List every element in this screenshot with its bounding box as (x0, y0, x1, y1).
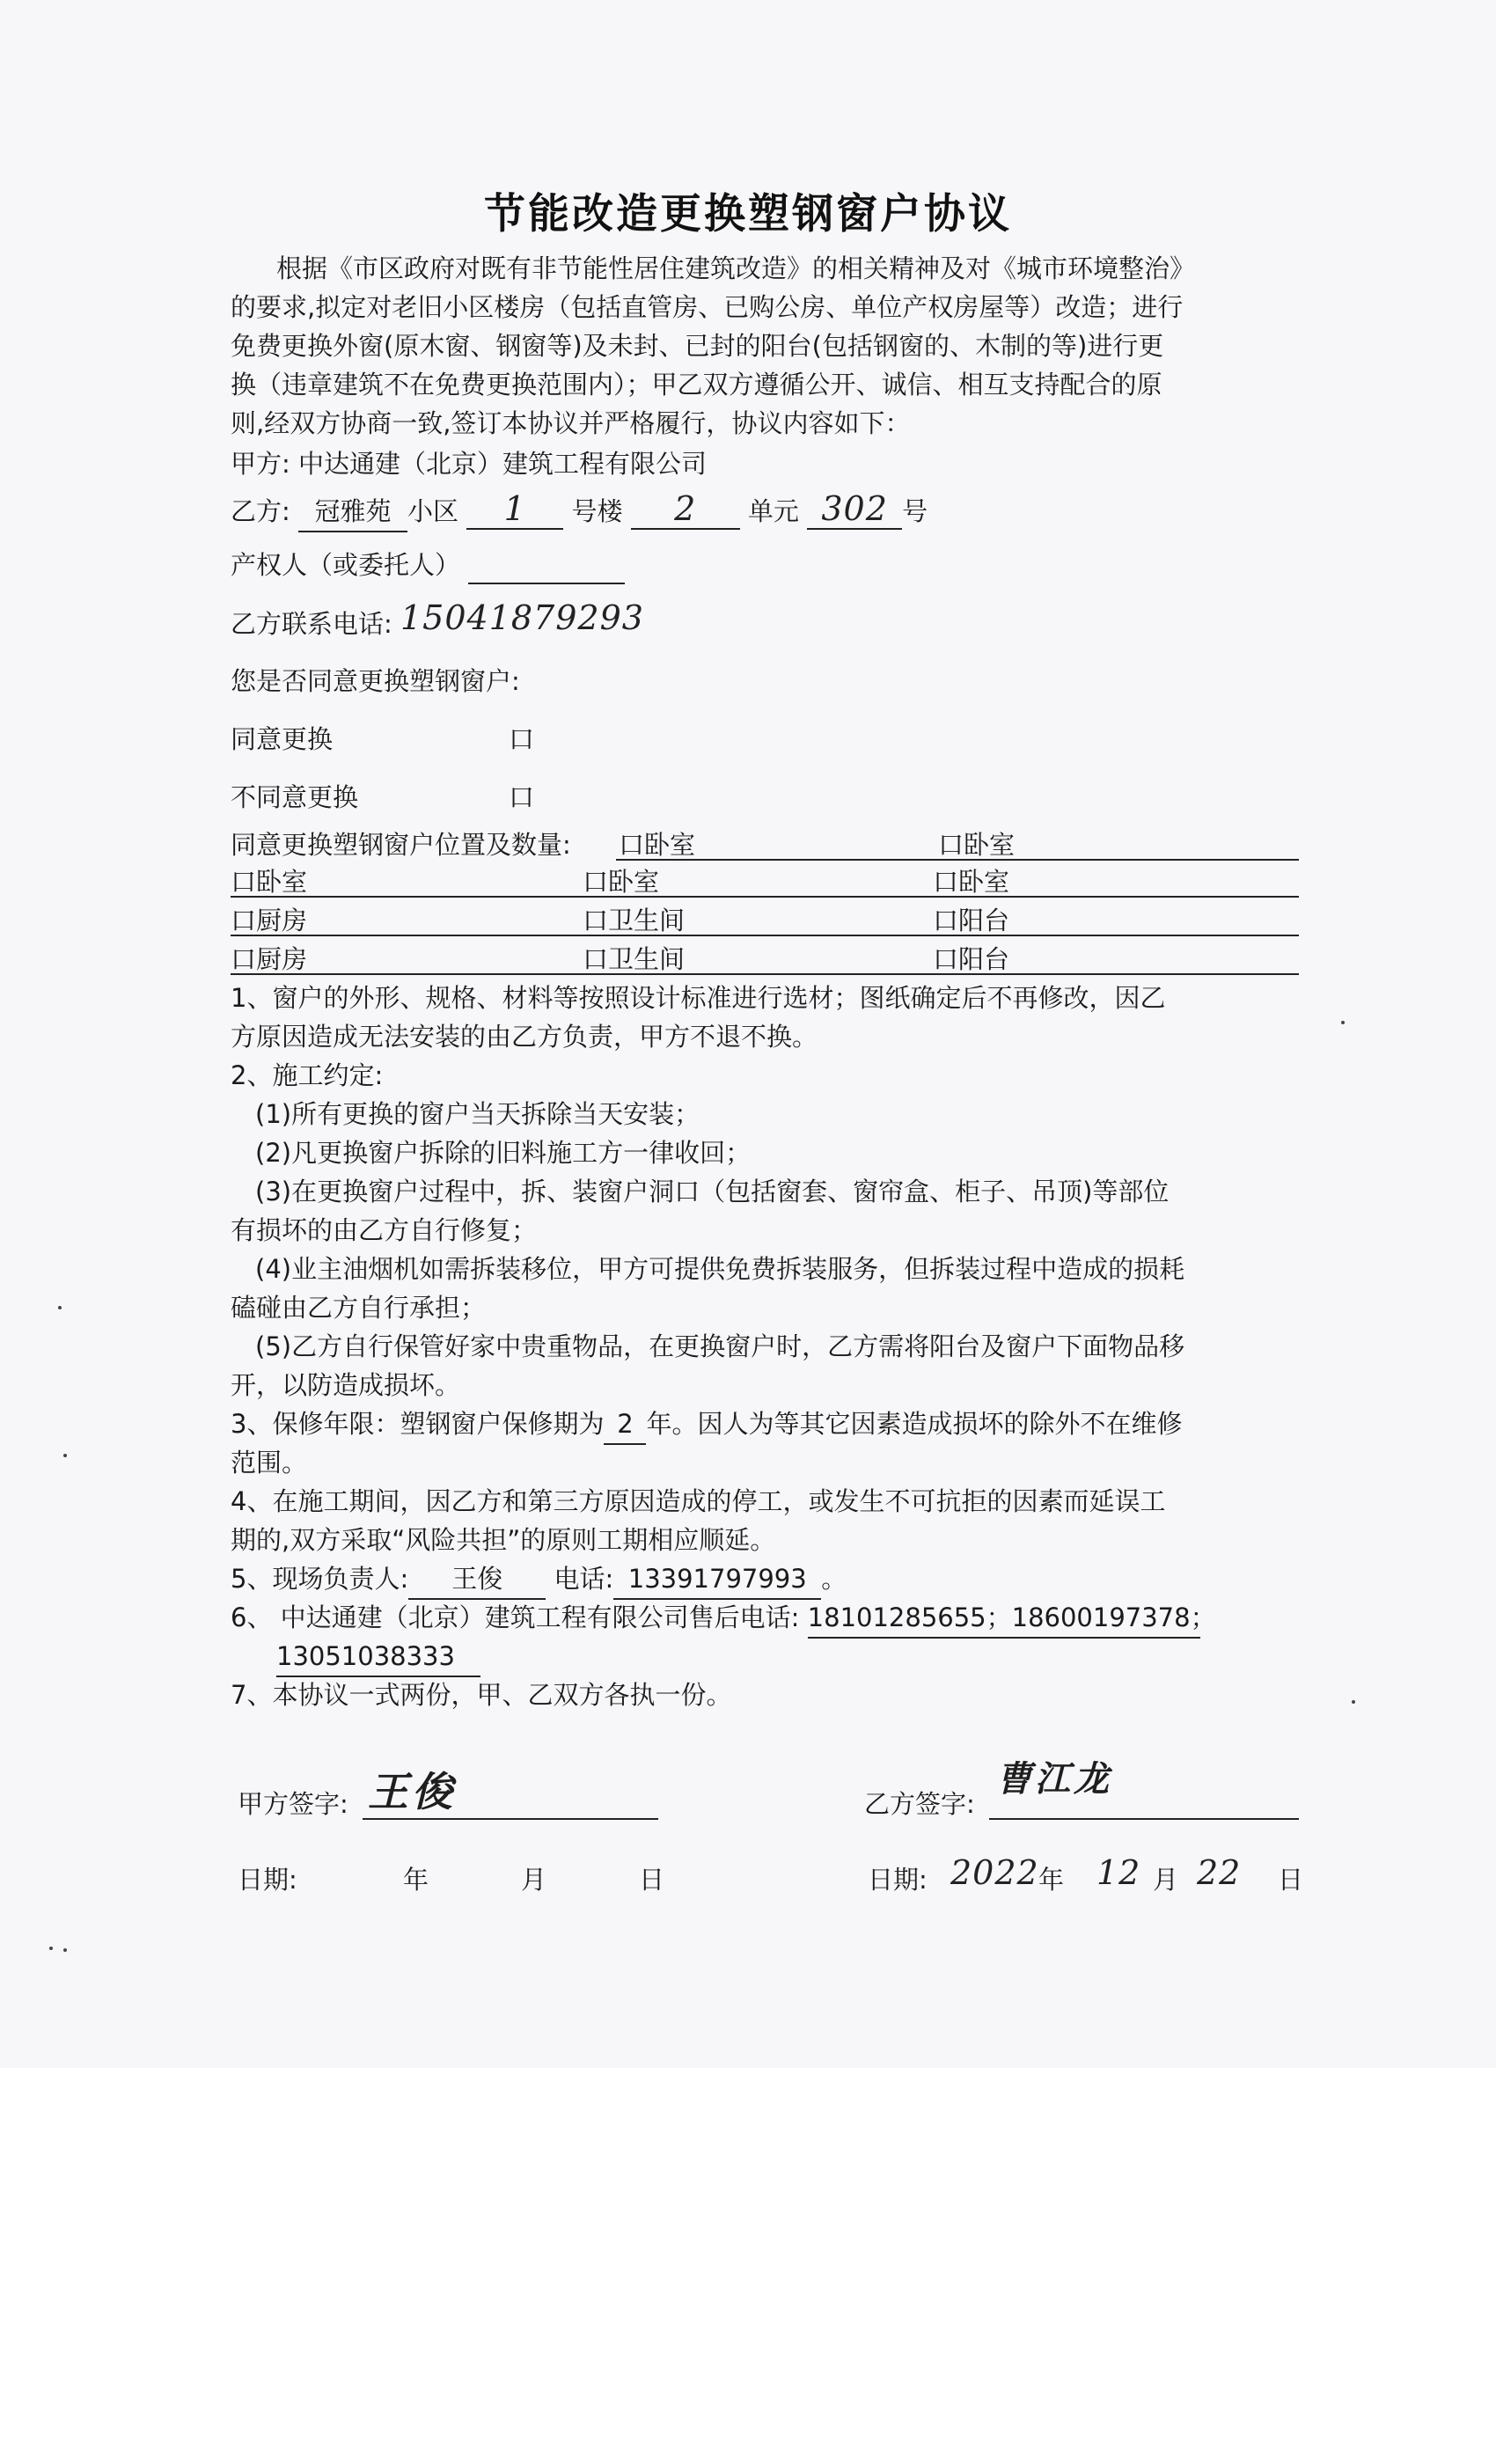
scan-speck (49, 1947, 53, 1950)
locations-label: 同意更换塑钢窗户位置及数量: (231, 830, 571, 860)
phone-label: 乙方联系电话: (231, 609, 392, 639)
scan-speck (63, 1948, 67, 1952)
party-a-signature[interactable]: 王俊 (368, 1768, 456, 1815)
party-a-date-month[interactable]: 月 (521, 1865, 547, 1895)
scan-speck (58, 1306, 62, 1309)
intro-line-4: 换（违章建筑不在免费更换范围内）；甲乙双方遵循公开、诚信、相互支持配合的原 (231, 370, 1162, 400)
consent-question: 您是否同意更换塑钢窗户: (231, 666, 520, 696)
intro-line-3: 免费更换外窗(原木窗、钢窗等)及未封、已封的阳台(包括钢窗的、木制的等)进行更 (231, 331, 1164, 361)
party-a-date-label: 日期: (238, 1865, 297, 1895)
clause-6-line-1 (231, 1598, 1216, 1639)
location-r1-c1[interactable]: 口卧室 (619, 830, 696, 860)
owner-label: 产权人（或委托人） (231, 550, 461, 580)
party-b-date-label: 日期: (868, 1865, 928, 1895)
clause-2-1: (1)所有更换的窗户当天拆除当天安装； (255, 1099, 700, 1129)
party-b-signature[interactable]: 曹江龙 (996, 1758, 1112, 1800)
owner-line (231, 546, 625, 584)
party-a-date-day[interactable]: 日 (639, 1865, 665, 1895)
clause-2-5-line-1: (5)乙方自行保管好家中贵重物品，在更换窗户时，乙方需将阳台及窗户下面物品移 (255, 1331, 1185, 1361)
site-manager-phone-field[interactable]: 13391797993 (613, 1559, 821, 1600)
location-r3-c2[interactable]: 口卫生间 (583, 906, 686, 935)
location-r4-c1[interactable]: 口厨房 (231, 944, 308, 974)
party-b-label: 乙方: (231, 496, 290, 526)
clause-2-5-line-2: 开，以防造成损坏。 (231, 1370, 461, 1400)
location-r3-c3[interactable]: 口阳台 (933, 906, 1010, 935)
location-row-rule (231, 935, 1299, 936)
party-a-label: 甲方: (231, 449, 290, 479)
intro-line-2: 的要求,拟定对老旧小区楼房（包括直管房、已购公房、单位产权房屋等）改造；进行 (231, 292, 1184, 322)
consent-disagree-checkbox[interactable]: 口 (509, 782, 535, 812)
document-title: 节能改造更换塑钢窗户协议 (484, 190, 1012, 238)
warranty-years-field[interactable]: 2 (604, 1404, 646, 1445)
clause-3-pre: 3、保修年限：塑钢窗户保修期为 (231, 1409, 605, 1439)
clause-7: 7、本协议一式两份，甲、乙双方各执一份。 (231, 1680, 732, 1710)
scan-speck (63, 1454, 67, 1457)
clause-3-post: 年。因人为等其它因素造成损坏的除外不在维修 (646, 1409, 1183, 1439)
location-r4-c3[interactable]: 口阳台 (933, 944, 1010, 974)
intro-line-1: 根据《市区政府对既有非节能性居住建筑改造》的相关精神及对《城市环境整治》 (276, 253, 1196, 283)
phone-value[interactable]: 15041879293 (400, 598, 644, 637)
clause-5-end: 。 (821, 1564, 847, 1594)
intro-line-5: 则,经双方协商一致,签订本协议并严格履行，协议内容如下： (231, 408, 911, 438)
unit-suffix: 单元 (747, 496, 799, 526)
location-r2-c3[interactable]: 口卧室 (933, 867, 1010, 897)
phone-line (231, 598, 644, 643)
clause-5-mid: 电话: (554, 1564, 614, 1594)
site-manager-field[interactable]: 王俊 (408, 1559, 546, 1600)
clause-5-pre: 5、现场负责人: (231, 1564, 409, 1594)
party-b-date-month-value[interactable]: 12 (1096, 1853, 1141, 1892)
clause-6-line-2 (276, 1637, 480, 1677)
party-b-date-day-value[interactable]: 22 (1197, 1853, 1242, 1892)
clause-3-line-1 (231, 1404, 1182, 1445)
clause-1-line-2: 方原因造成无法安装的由乙方负责，甲方不退不换。 (231, 1022, 818, 1052)
owner-field[interactable] (468, 553, 625, 584)
community-suffix: 小区 (407, 496, 459, 526)
party-b-line (231, 489, 928, 532)
location-r4-c2[interactable]: 口卫生间 (583, 944, 686, 974)
clause-2-3-line-1: (3)在更换窗户过程中，拆、装窗户洞口（包括窗套、窗帘盒、柜子、吊顶)等部位 (255, 1177, 1170, 1206)
aftersales-phone-3-field[interactable]: 13051038333 (276, 1637, 480, 1677)
clause-3-line-2: 范围。 (231, 1448, 308, 1478)
clause-2-heading: 2、施工约定: (231, 1060, 384, 1090)
party-b-signature-line (989, 1818, 1299, 1820)
building-suffix: 号楼 (571, 496, 623, 526)
location-r1-c2[interactable]: 口卧室 (938, 830, 1016, 860)
location-row-rule (231, 973, 1299, 975)
party-b-date-year: 年 (1038, 1865, 1065, 1895)
clause-2-3-line-2: 有损坏的由乙方自行修复； (231, 1215, 538, 1245)
room-suffix: 号 (902, 496, 928, 526)
room-field[interactable]: 302 (807, 489, 902, 530)
clause-1-line-1: 1、窗户的外形、规格、材料等按照设计标准进行选材；图纸确定后不再修改，因乙 (231, 983, 1166, 1013)
clause-4-line-2: 期的,双方采取“风险共担”的原则工期相应顺延。 (231, 1525, 776, 1555)
clause-2-2: (2)凡更换窗户拆除的旧料施工方一律收回； (255, 1138, 752, 1168)
consent-agree-checkbox[interactable]: 口 (509, 724, 535, 754)
party-b-date-day: 日 (1278, 1865, 1304, 1895)
consent-disagree-label: 不同意更换 (231, 782, 359, 812)
scan-speck (1352, 1700, 1355, 1704)
scan-speck (1341, 1021, 1345, 1024)
clause-2-4-line-2: 磕碰由乙方自行承担； (231, 1293, 487, 1323)
party-a-date-year[interactable]: 年 (403, 1865, 429, 1895)
location-r2-c1[interactable]: 口卧室 (231, 867, 308, 897)
location-r2-c2[interactable]: 口卧室 (583, 867, 660, 897)
consent-agree-label: 同意更换 (231, 724, 334, 754)
location-row-rule (616, 859, 1299, 861)
clause-6-pre: 6、 中达通建（北京）建筑工程有限公司售后电话: (231, 1602, 800, 1632)
community-field[interactable]: 冠雅苑 (298, 492, 407, 532)
location-row-rule (231, 896, 1299, 898)
party-a-line (231, 444, 707, 483)
party-b-date-year-value[interactable]: 2022 (950, 1853, 1039, 1892)
aftersales-phones-field[interactable]: 18101285655；18600197378； (808, 1598, 1200, 1639)
party-a-name: 中达通建（北京）建筑工程有限公司 (298, 449, 708, 479)
location-r3-c1[interactable]: 口厨房 (231, 906, 308, 935)
clause-4-line-1: 4、在施工期间，因乙方和第三方原因造成的停工，或发生不可抗拒的因素而延误工 (231, 1486, 1166, 1516)
unit-field[interactable]: 2 (631, 489, 740, 530)
clause-2-4-line-1: (4)业主油烟机如需拆装移位，甲方可提供免费拆装服务，但拆装过程中造成的损耗 (255, 1254, 1185, 1284)
party-b-signature-label: 乙方签字: (864, 1789, 975, 1819)
clause-5-line (231, 1559, 847, 1600)
party-b-date-month: 月 (1153, 1865, 1179, 1895)
building-field[interactable]: 1 (466, 489, 563, 530)
party-a-signature-label: 甲方签字: (238, 1789, 348, 1819)
party-a-signature-line (363, 1818, 658, 1820)
